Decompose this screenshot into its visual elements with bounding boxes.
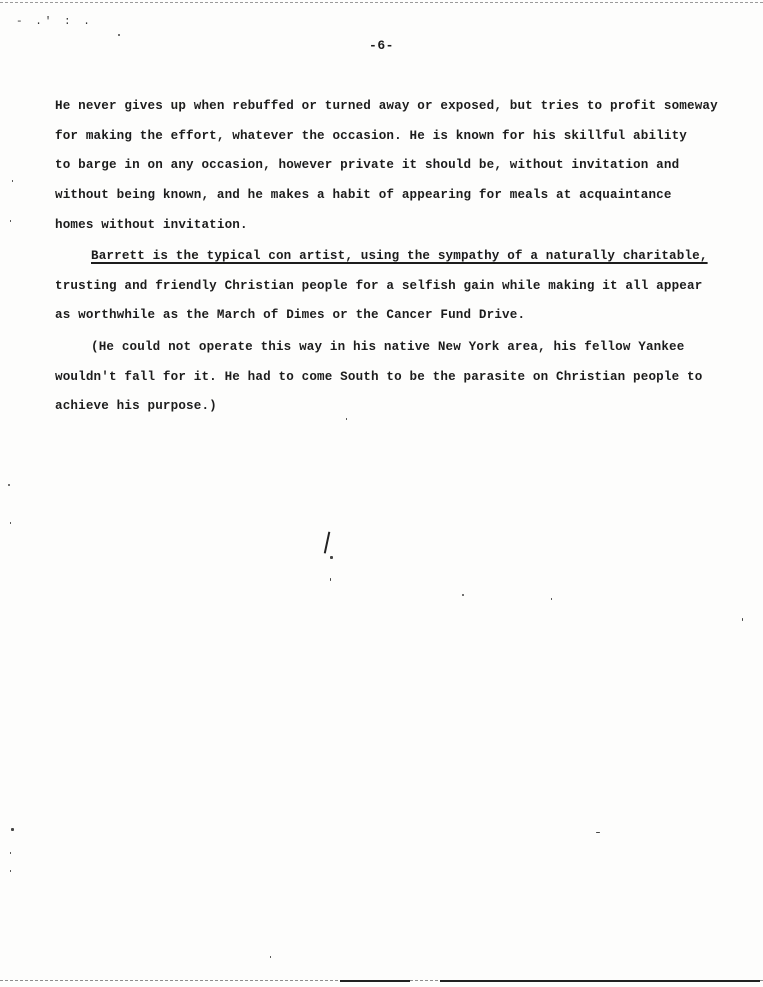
scan-speck	[10, 522, 11, 524]
paragraph-2-line: trusting and friendly Christian people for a selfish gain while making it all appear	[55, 278, 703, 293]
paragraph-3-line: wouldn't fall for it. He had to come South to be the parasite on Christian people to	[55, 369, 703, 384]
paragraph-1	[55, 92, 735, 241]
paragraph-1-line: for making the effort, whatever the occasion. He is known for his skillful ability	[55, 128, 688, 143]
paragraph-1-line: without being known, and he makes a habit of appearing for meals at acquaintance	[55, 188, 672, 203]
scan-speck	[742, 618, 743, 621]
paragraph-1-line: to barge in on any occasion, however private it should be, without invitation and	[55, 158, 680, 173]
scan-speck	[462, 594, 464, 596]
scan-speck	[551, 598, 552, 600]
paragraph-1-line: homes without invitation.	[55, 217, 248, 232]
scan-speck	[12, 180, 13, 182]
corner-marks: - .' : .	[16, 16, 93, 28]
scan-speck	[330, 556, 333, 559]
paragraph-3-line: (He could not operate this way in his native New York area, his fellow Yankee	[91, 340, 685, 354]
bottom-edge-stroke	[440, 980, 760, 982]
scan-speck	[8, 484, 10, 486]
paragraph-2-line	[55, 242, 735, 272]
paragraph-2-line: as worthwhile as the March of Dimes or the Cancer Fund Drive.	[55, 308, 526, 323]
scan-speck	[270, 956, 271, 958]
paragraph-3-line: achieve his purpose.)	[55, 399, 217, 414]
scan-speck	[596, 832, 600, 833]
page-number: -6-	[369, 38, 394, 53]
underlined-sentence: Barrett is the typical con artist, using the sympathy of a naturally charitable,	[91, 249, 708, 263]
scan-speck	[11, 828, 14, 831]
bottom-edge-stroke	[340, 980, 410, 982]
scan-speck	[346, 418, 347, 420]
top-border-dashes	[0, 2, 763, 3]
paragraph-3	[55, 333, 735, 422]
scan-speck	[118, 34, 120, 36]
paragraph-1-line: He never gives up when rebuffed or turned away or exposed, but tries to profit someway	[55, 99, 718, 113]
paragraph-2	[55, 242, 735, 331]
scan-speck	[10, 220, 11, 222]
scan-speck	[330, 578, 331, 581]
scan-speck	[10, 852, 11, 854]
scan-speck	[10, 870, 11, 872]
stray-pen-mark	[324, 532, 334, 555]
